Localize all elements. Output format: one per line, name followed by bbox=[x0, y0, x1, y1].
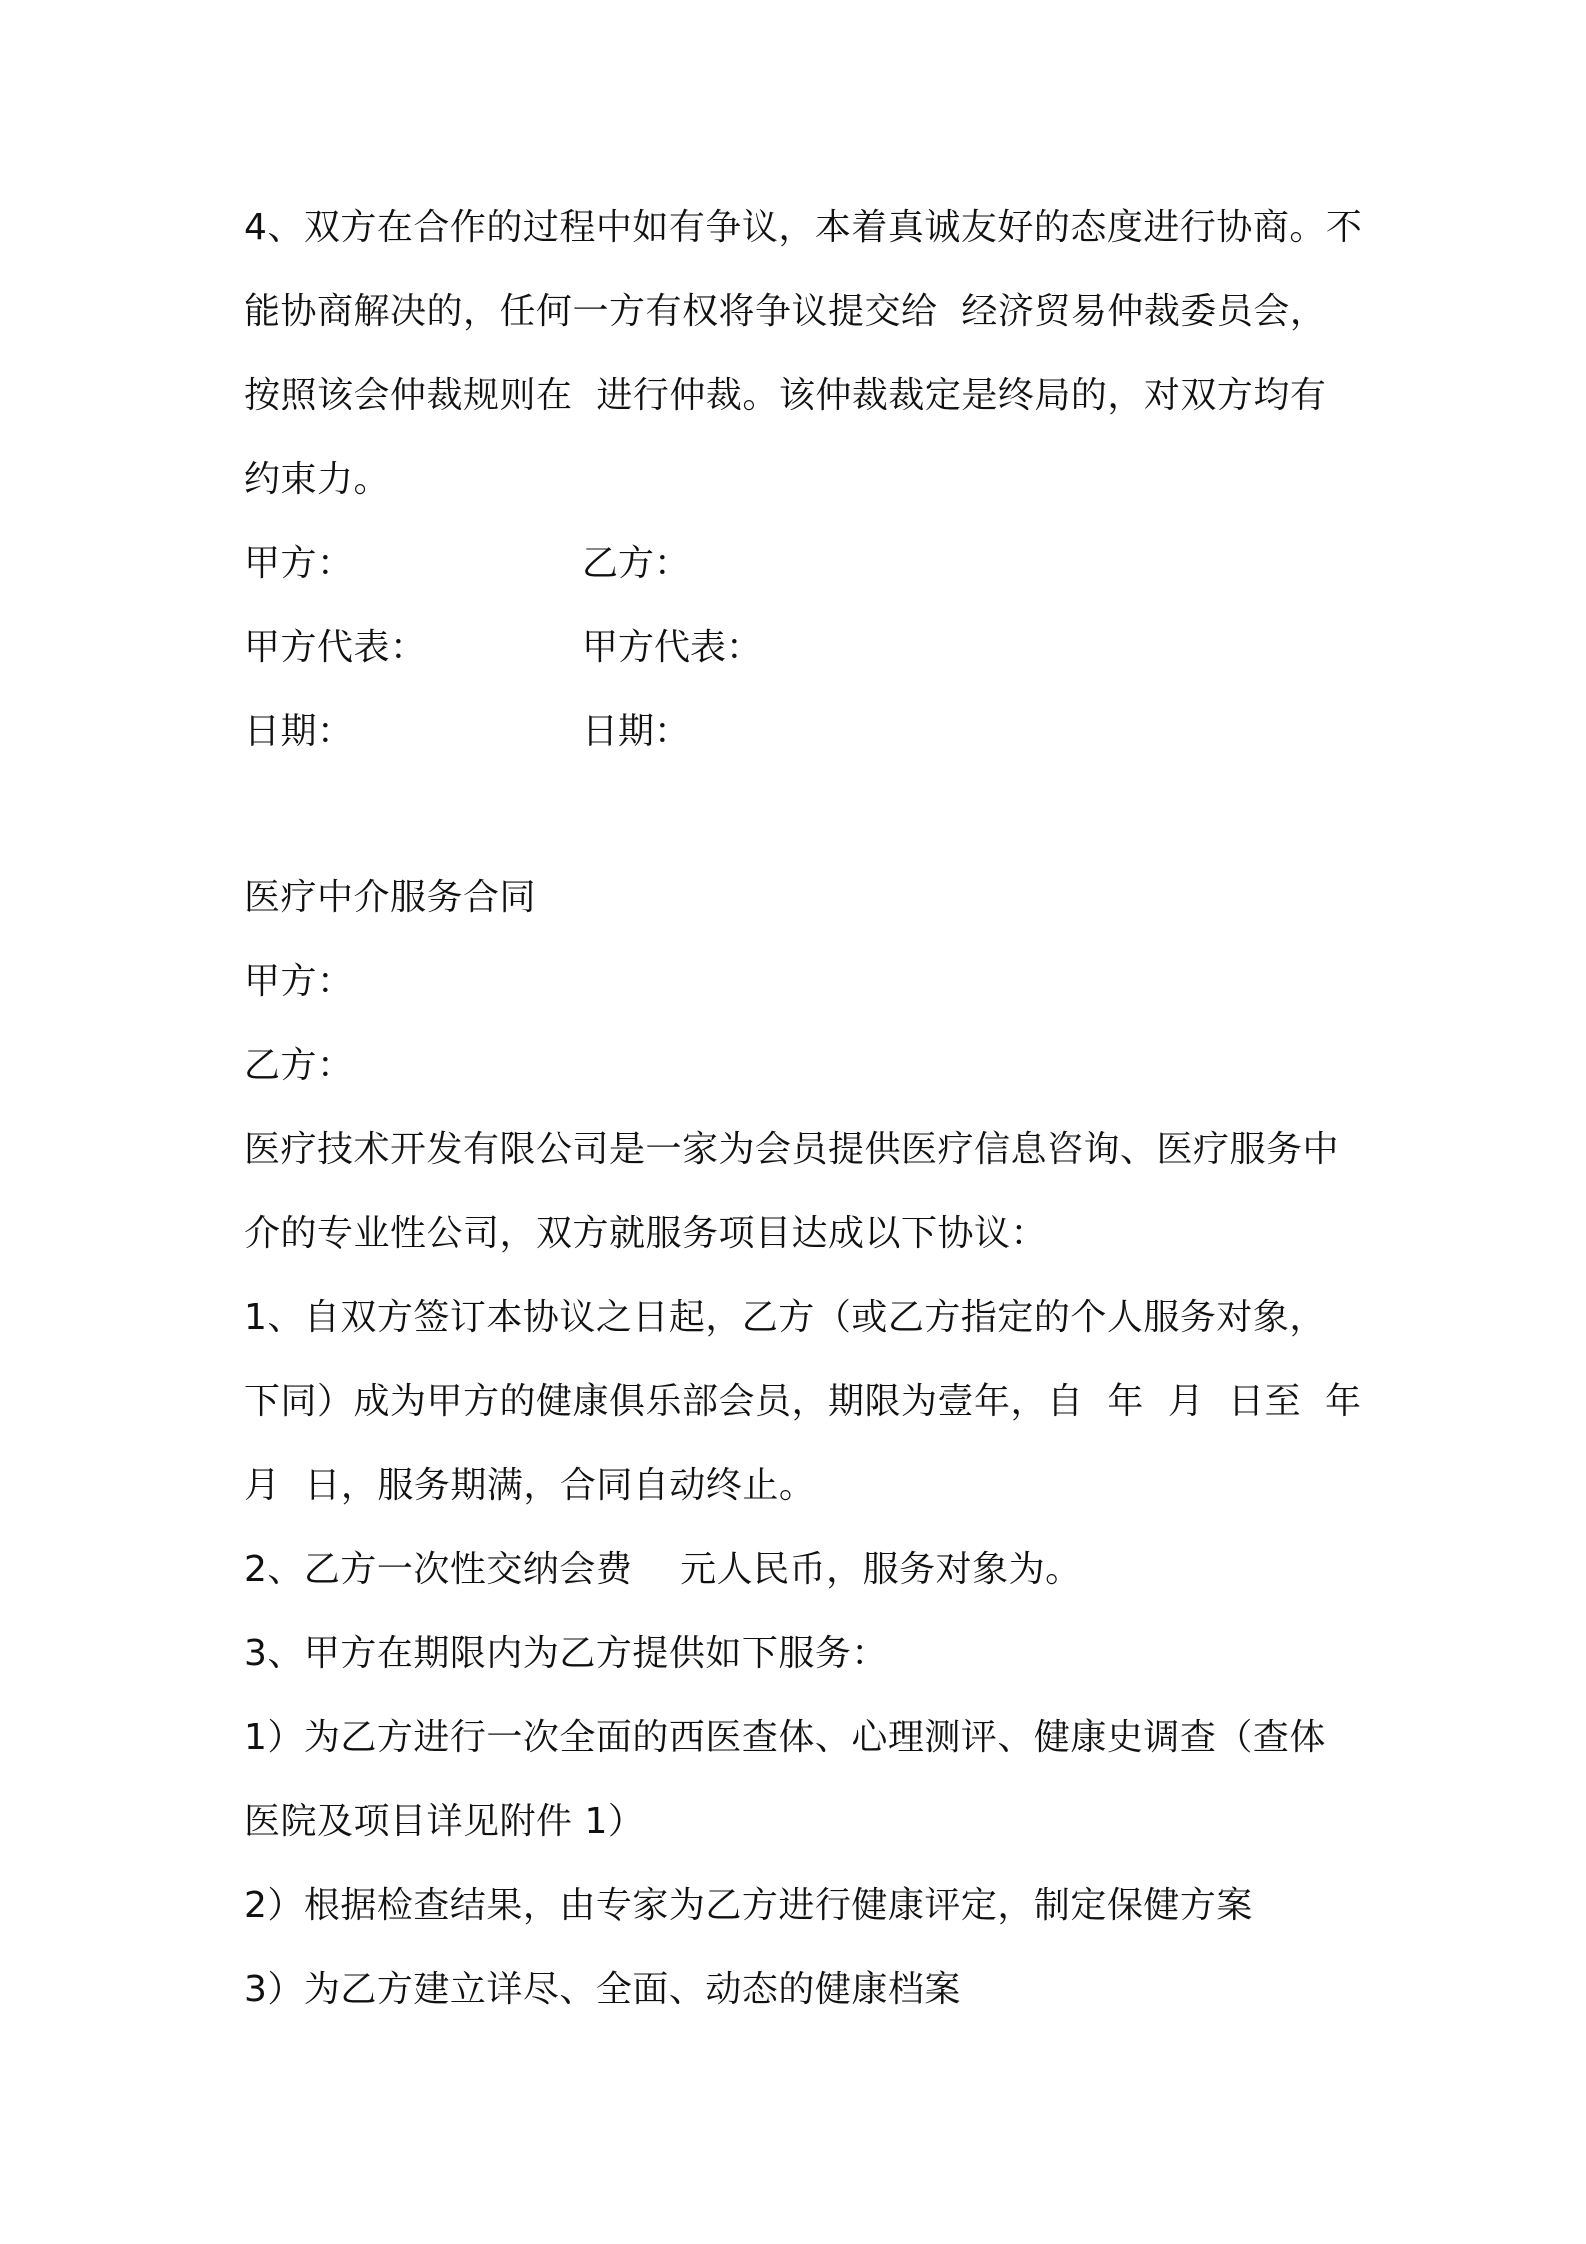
clause-4-line-4: 约束力。 bbox=[244, 459, 391, 500]
sub-item-1-line-1: 1）为乙方进行一次全面的西医查体、心理测评、健康史调查（查体 bbox=[244, 1717, 1326, 1758]
signature-party-a-label: 甲方： bbox=[244, 543, 354, 584]
signature-date-a-label: 日期： bbox=[244, 711, 354, 752]
item-2: 2、乙方一次性交纳会费 元人民币，服务对象为。 bbox=[244, 1549, 1082, 1590]
clause-4-line-3: 按照该会仲裁规则在 进行仲裁。该仲裁裁定是终局的，对双方均有 bbox=[244, 375, 1327, 416]
signature-rep-b-label: 甲方代表： bbox=[582, 627, 763, 668]
sub-item-2: 2）根据检查结果，由专家为乙方进行健康评定，制定保健方案 bbox=[244, 1885, 1253, 1926]
sub-item-3: 3）为乙方建立详尽、全面、动态的健康档案 bbox=[244, 1969, 961, 2010]
clause-4-line-1: 4、双方在合作的过程中如有争议，本着真诚友好的态度进行协商。不 bbox=[244, 207, 1363, 248]
item-1-line-2: 下同）成为甲方的健康俱乐部会员，期限为壹年，自 年 月 日至 年 bbox=[244, 1381, 1362, 1422]
intro-line-1: 医疗技术开发有限公司是一家为会员提供医疗信息咨询、医疗服务中 bbox=[244, 1129, 1340, 1170]
sub-item-1-line-2: 医院及项目详见附件 1） bbox=[244, 1801, 645, 1842]
signature-party-b-label: 乙方： bbox=[582, 543, 691, 584]
contract-party-b: 乙方： bbox=[244, 1045, 354, 1086]
contract-party-a: 甲方： bbox=[244, 961, 354, 1002]
intro-line-2: 介的专业性公司，双方就服务项目达成以下协议： bbox=[244, 1213, 1048, 1254]
clause-4-line-2: 能协商解决的，任何一方有权将争议提交给 经济贸易仲裁委员会， bbox=[244, 291, 1327, 332]
signature-rep-a-label: 甲方代表： bbox=[244, 627, 427, 668]
item-1-line-3: 月 日，服务期满，合同自动终止。 bbox=[244, 1465, 816, 1506]
contract-title: 医疗中介服务合同 bbox=[244, 877, 537, 918]
item-1-line-1: 1、自双方签订本协议之日起，乙方（或乙方指定的个人服务对象， bbox=[244, 1297, 1326, 1338]
item-3: 3、甲方在期限内为乙方提供如下服务： bbox=[244, 1633, 888, 1674]
signature-date-b-label: 日期： bbox=[582, 711, 691, 752]
